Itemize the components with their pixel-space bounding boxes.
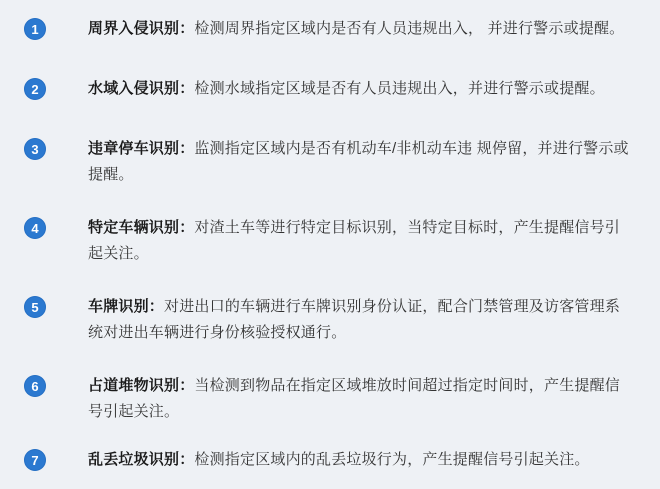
item-description: 监测指定区域内是否有机动车/非机动车违 规停留，并进行警示或提醒。 <box>88 140 629 183</box>
item-description: 对进出口的车辆进行车牌识别身份认证，配合门禁管理及访客管理系统对进出车辆进行身份核验授权通行。 <box>88 298 621 341</box>
item-title: 周界入侵识别： <box>88 20 195 37</box>
item-number-badge <box>24 18 46 40</box>
list-item <box>24 76 635 102</box>
item-number: 7 <box>31 452 39 468</box>
item-title: 违章停车识别： <box>88 140 195 157</box>
list-item <box>24 16 635 42</box>
item-description: 检测指定区域内的乱丢垃圾行为，产生提醒信号引起关注。 <box>194 451 590 468</box>
list-item <box>24 136 635 188</box>
item-number-badge <box>24 375 46 397</box>
item-title: 乱丢垃圾识别： <box>88 451 195 468</box>
item-text <box>88 447 635 473</box>
item-description: 对渣土车等进行特定目标识别，当特定目标时，产生提醒信号引起关注。 <box>88 219 621 262</box>
item-number: 1 <box>31 21 39 37</box>
item-number-badge <box>24 78 46 100</box>
list-item <box>24 373 635 425</box>
item-number-badge <box>24 138 46 160</box>
item-number-badge <box>24 296 46 318</box>
item-title: 水域入侵识别： <box>88 80 195 97</box>
item-number: 4 <box>31 220 39 236</box>
item-description: 当检测到物品在指定区域堆放时间超过指定时间时，产生提醒信号引起关注。 <box>88 377 621 420</box>
item-number: 6 <box>31 378 39 394</box>
item-text <box>88 373 635 425</box>
item-text <box>88 294 635 346</box>
item-text <box>88 136 635 188</box>
item-title: 特定车辆识别： <box>88 219 195 236</box>
item-text <box>88 16 635 42</box>
item-number: 2 <box>31 81 39 97</box>
item-number-badge <box>24 217 46 239</box>
list-item <box>24 447 635 473</box>
item-description: 检测水域指定区域是否有人员违规出入，并进行警示或提醒。 <box>194 80 605 97</box>
item-number-badge <box>24 449 46 471</box>
item-description: 检测周界指定区域内是否有人员违规出入， 并进行警示或提醒。 <box>194 20 625 37</box>
item-title: 占道堆物识别： <box>88 377 195 394</box>
item-number: 3 <box>31 141 39 157</box>
item-title: 车牌识别： <box>88 298 165 315</box>
list-item <box>24 294 635 346</box>
item-text <box>88 215 635 267</box>
item-text <box>88 76 635 102</box>
list-item <box>24 215 635 267</box>
item-number: 5 <box>31 299 39 315</box>
